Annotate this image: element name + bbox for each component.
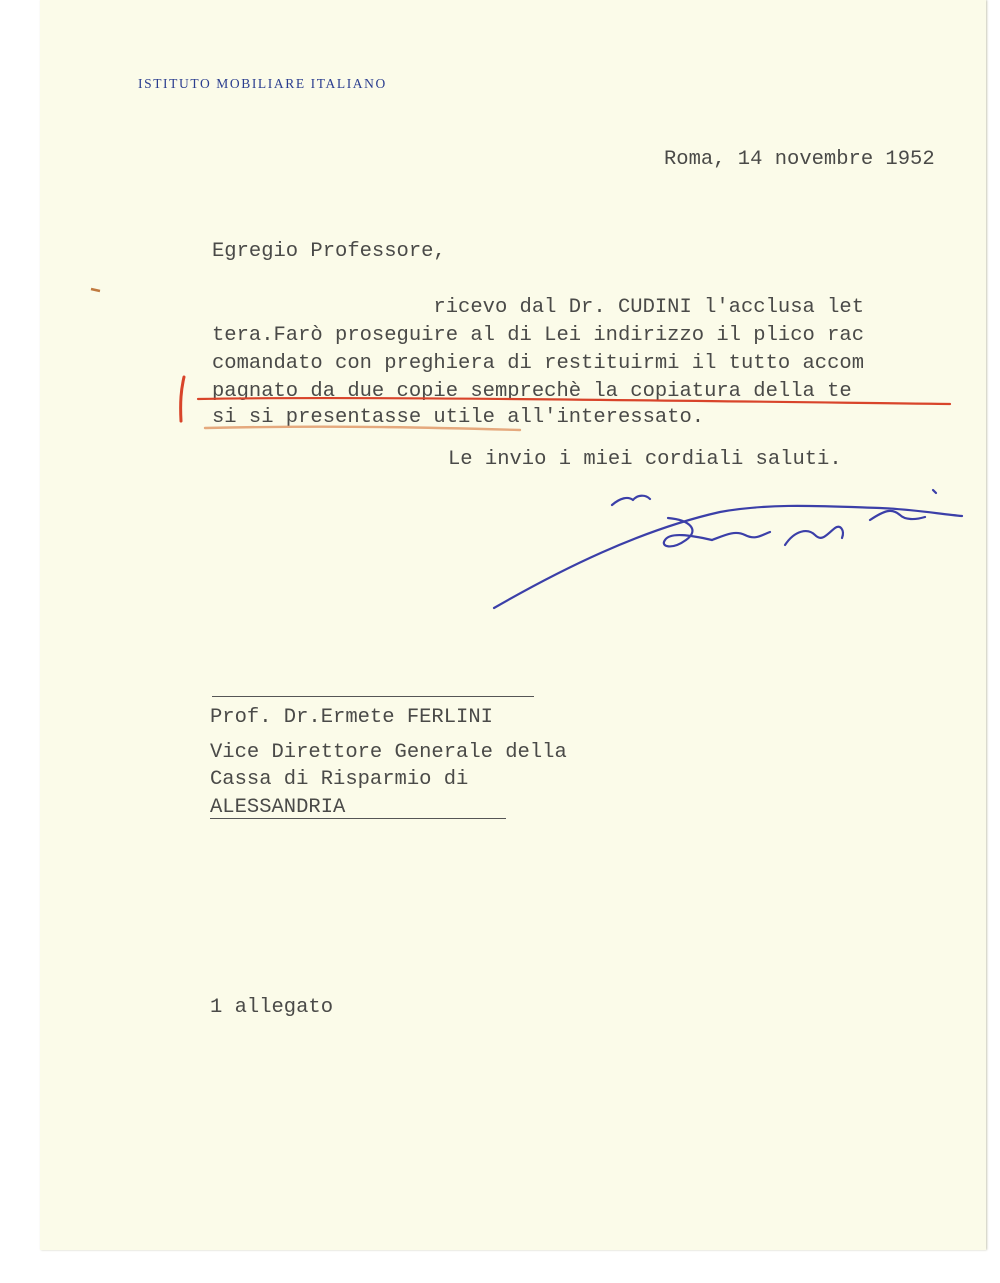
letter-sheet <box>40 0 986 1250</box>
recipient-city: ALESSANDRIA <box>210 796 346 819</box>
recipient-org: Cassa di Risparmio di <box>210 768 469 791</box>
body-line: ricevo dal Dr. CUDINI l'acclusa let <box>212 296 865 319</box>
letterhead: ISTITUTO MOBILIARE ITALIANO <box>138 76 387 91</box>
body-line: comandato con preghiera di restituirmi il tutto accom <box>212 352 865 375</box>
recipient-name: Prof. Dr.Ermete FERLINI <box>210 706 493 729</box>
recipient-role: Vice Direttore Generale della <box>210 741 567 764</box>
attachment-note: 1 allegato <box>210 996 334 1019</box>
date-line: Roma, 14 novembre 1952 <box>664 148 935 171</box>
closing-line: Le invio i miei cordiali saluti. <box>448 448 842 471</box>
salutation: Egregio Professore, <box>212 240 446 263</box>
body-line: si si presentasse utile all'interessato. <box>212 406 705 429</box>
body-line: tera.Farò proseguire al di Lei indirizzo il plico rac <box>212 324 865 347</box>
address-bottom-rule <box>210 818 506 819</box>
address-top-rule <box>212 696 534 697</box>
body-line: pagnato da due copie semprechè la copiatura della te <box>212 380 852 403</box>
